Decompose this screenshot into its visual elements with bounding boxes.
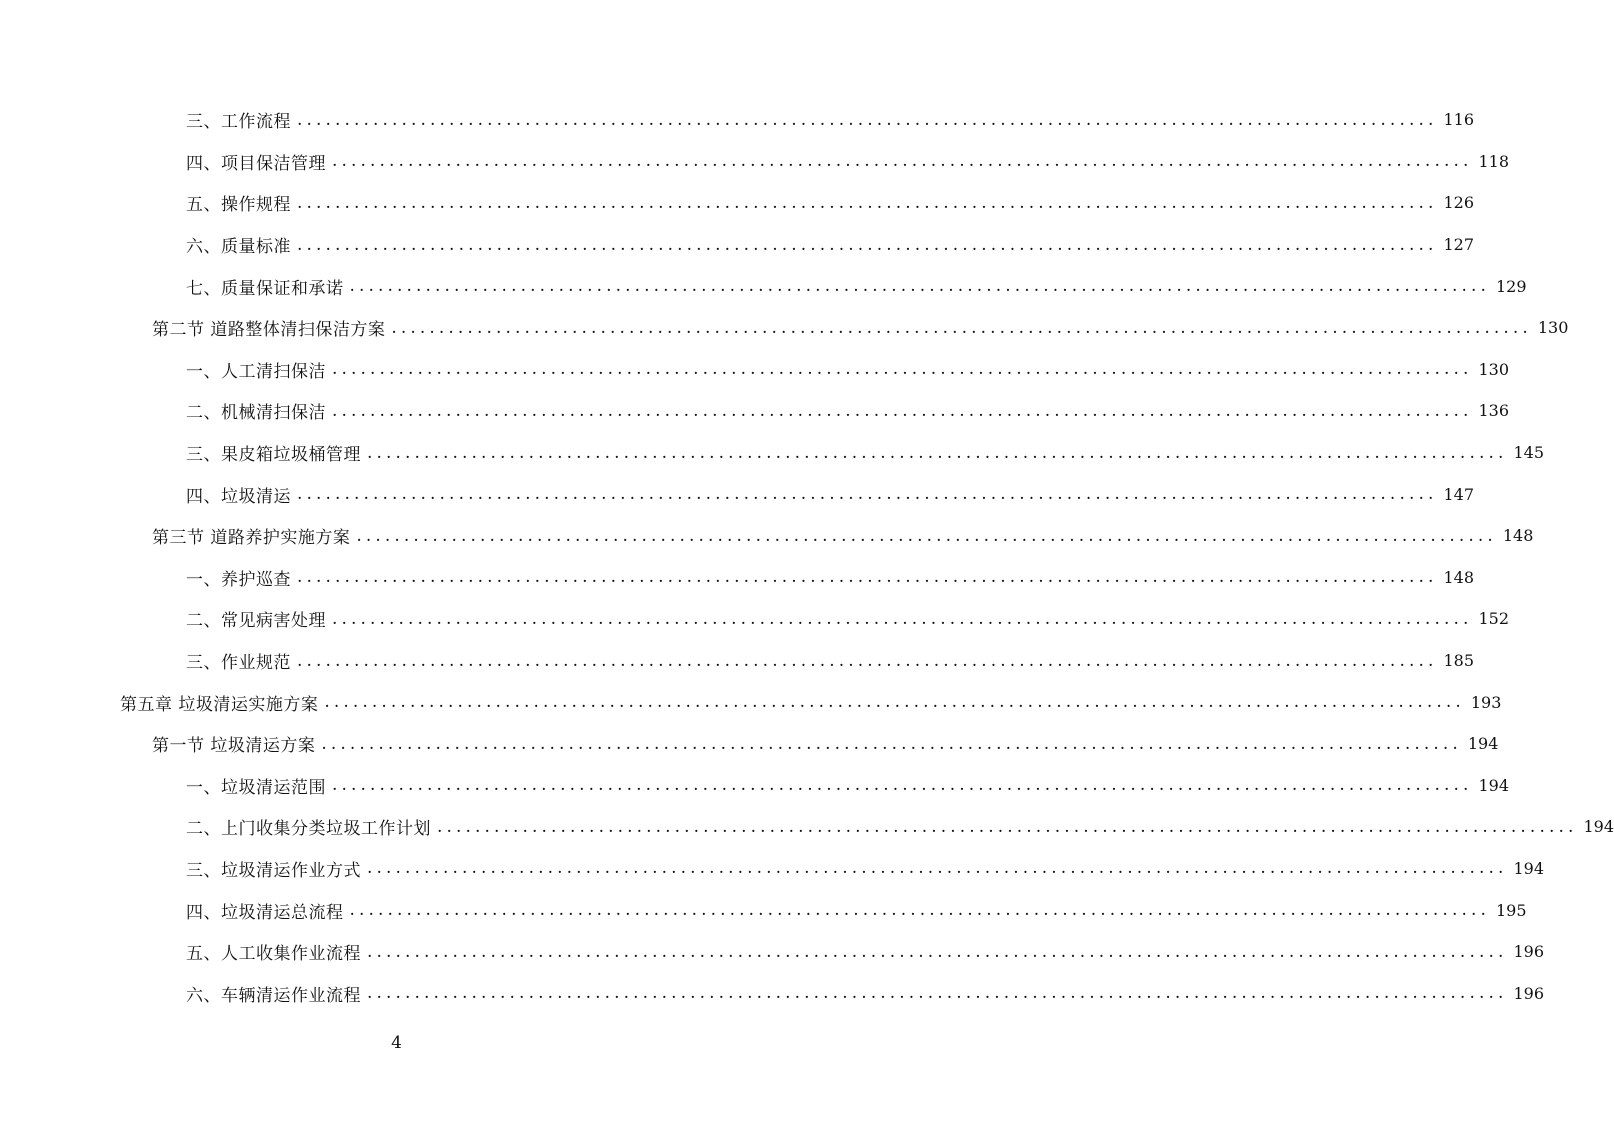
toc-entry-title: 第一节 垃圾清运方案 <box>152 736 316 757</box>
toc-dot-leader: ........................................................................................................................ <box>332 359 1473 380</box>
toc-entry-page: 196 <box>1513 983 1545 1003</box>
toc-entry-title: 第三节 道路养护实施方案 <box>152 528 351 549</box>
toc-entry-page: 193 <box>1470 692 1502 712</box>
table-of-contents <box>0 99 1614 1014</box>
toc-entry[interactable] <box>0 515 1534 557</box>
toc-dot-leader: ........................................................................................................................ <box>297 567 1438 588</box>
toc-dot-leader: ........................................................................................................................ <box>332 400 1473 421</box>
toc-entry-title: 三、果皮箱垃圾桶管理 <box>186 445 361 466</box>
toc-entry-title: 第五章 垃圾清运实施方案 <box>120 694 319 715</box>
toc-dot-leader: ........................................................................................................................ <box>324 692 1465 713</box>
toc-entry-page: 118 <box>1478 151 1510 171</box>
toc-entry-title: 二、常见病害处理 <box>186 611 326 632</box>
toc-entry-title: 三、垃圾清运作业方式 <box>186 860 361 881</box>
toc-entry[interactable] <box>0 432 1545 474</box>
toc-dot-leader: ........................................................................................................................ <box>297 234 1438 255</box>
toc-entry[interactable] <box>0 473 1475 515</box>
toc-entry-page: 185 <box>1443 651 1475 671</box>
toc-entry-page: 126 <box>1443 193 1475 213</box>
toc-entry[interactable] <box>0 307 1569 349</box>
toc-entry-title: 二、上门收集分类垃圾工作计划 <box>186 819 431 840</box>
toc-entry[interactable] <box>0 265 1527 307</box>
toc-entry-title: 一、人工清扫保洁 <box>186 361 326 382</box>
toc-entry[interactable] <box>0 349 1510 391</box>
toc-entry-title: 第二节 道路整体清扫保洁方案 <box>152 320 386 341</box>
toc-entry-title: 二、机械清扫保洁 <box>186 403 326 424</box>
toc-entry[interactable] <box>0 931 1545 973</box>
toc-entry[interactable] <box>0 224 1475 266</box>
toc-entry[interactable] <box>0 598 1510 640</box>
toc-entry[interactable] <box>0 806 1614 848</box>
toc-dot-leader: ........................................................................................................................ <box>349 276 1490 297</box>
toc-entry[interactable] <box>0 848 1545 890</box>
toc-entry[interactable] <box>0 889 1527 931</box>
toc-dot-leader: ........................................................................................................................ <box>297 650 1438 671</box>
toc-entry-title: 三、作业规范 <box>186 653 291 674</box>
toc-dot-leader: ........................................................................................................................ <box>332 608 1473 629</box>
toc-entry-title: 四、垃圾清运 <box>186 486 291 507</box>
toc-dot-leader: ........................................................................................................................ <box>356 525 1497 546</box>
toc-entry-title: 七、质量保证和承诺 <box>186 278 344 299</box>
toc-entry-title: 六、质量标准 <box>186 237 291 258</box>
toc-entry-page: 194 <box>1478 775 1510 795</box>
toc-entry[interactable] <box>0 972 1545 1014</box>
toc-entry[interactable] <box>0 557 1475 599</box>
toc-entry-page: 194 <box>1583 817 1614 837</box>
toc-entry[interactable] <box>0 765 1510 807</box>
toc-entry-page: 196 <box>1513 942 1545 962</box>
toc-entry-page: 148 <box>1502 526 1534 546</box>
toc-entry-title: 五、操作规程 <box>186 195 291 216</box>
toc-entry-title: 一、养护巡查 <box>186 569 291 590</box>
toc-dot-leader: ........................................................................................................................ <box>332 151 1473 172</box>
toc-dot-leader: ........................................................................................................................ <box>349 900 1490 921</box>
toc-entry-page: 129 <box>1495 276 1527 296</box>
toc-entry-title: 六、车辆清运作业流程 <box>186 985 361 1006</box>
toc-dot-leader: ........................................................................................................................ <box>367 941 1508 962</box>
toc-dot-leader: ........................................................................................................................ <box>367 442 1508 463</box>
toc-dot-leader: ........................................................................................................................ <box>297 109 1438 130</box>
toc-entry-title: 三、工作流程 <box>186 112 291 133</box>
toc-dot-leader: ........................................................................................................................ <box>391 317 1532 338</box>
toc-dot-leader: ........................................................................................................................ <box>332 775 1473 796</box>
toc-entry-page: 116 <box>1443 110 1475 130</box>
page-number: 4 <box>391 1033 402 1053</box>
toc-entry-title: 五、人工收集作业流程 <box>186 944 361 965</box>
toc-dot-leader: ........................................................................................................................ <box>297 192 1438 213</box>
toc-dot-leader: ........................................................................................................................ <box>437 816 1578 837</box>
toc-dot-leader: ........................................................................................................................ <box>367 858 1508 879</box>
toc-entry-title: 四、项目保洁管理 <box>186 153 326 174</box>
toc-entry[interactable] <box>0 640 1475 682</box>
toc-entry-page: 147 <box>1443 484 1475 504</box>
toc-entry-page: 148 <box>1443 567 1475 587</box>
toc-entry-title: 一、垃圾清运范围 <box>186 777 326 798</box>
toc-entry-page: 145 <box>1513 443 1545 463</box>
toc-dot-leader: ........................................................................................................................ <box>321 733 1462 754</box>
toc-entry[interactable] <box>0 681 1502 723</box>
toc-entry-page: 130 <box>1478 359 1510 379</box>
toc-entry[interactable] <box>0 182 1475 224</box>
toc-dot-leader: ........................................................................................................................ <box>297 484 1438 505</box>
toc-entry-page: 127 <box>1443 235 1475 255</box>
toc-entry-page: 194 <box>1467 734 1499 754</box>
toc-entry[interactable] <box>0 390 1510 432</box>
toc-entry-page: 194 <box>1513 858 1545 878</box>
toc-dot-leader: ........................................................................................................................ <box>367 983 1508 1004</box>
toc-entry-page: 195 <box>1495 900 1527 920</box>
toc-entry[interactable] <box>0 723 1499 765</box>
toc-entry-page: 130 <box>1537 318 1569 338</box>
toc-entry-page: 136 <box>1478 401 1510 421</box>
toc-entry-title: 四、垃圾清运总流程 <box>186 902 344 923</box>
toc-entry[interactable] <box>0 99 1475 141</box>
toc-entry[interactable] <box>0 141 1510 183</box>
toc-entry-page: 152 <box>1478 609 1510 629</box>
